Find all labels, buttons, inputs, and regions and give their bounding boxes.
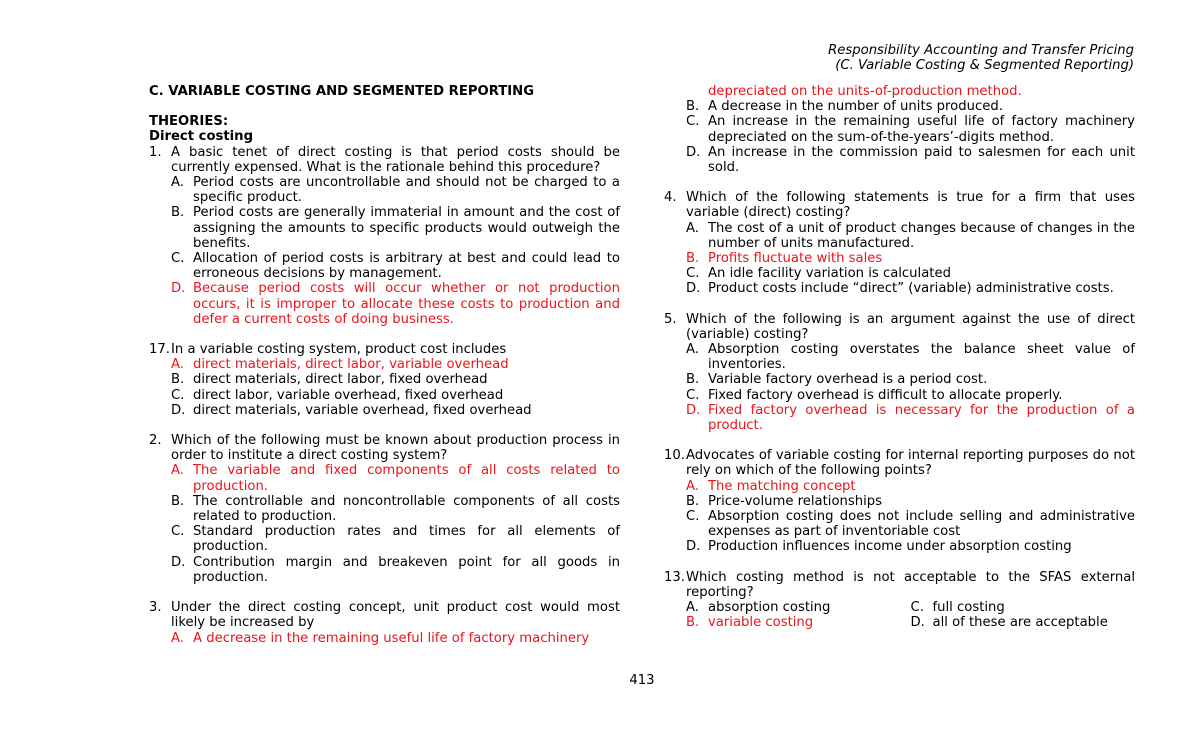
option-b: B. Period costs are generally immaterial in amount and the cost of assigning the amounts to specific products would outweigh the benefits.: [171, 205, 620, 251]
question-number: 4.: [664, 190, 677, 206]
running-header: [828, 43, 1134, 73]
option-a-continued: depreciated on the units-of-production method.: [708, 84, 1022, 99]
option-b-answer: B. variable costing: [686, 615, 814, 631]
option-a: A. Period costs are uncontrollable and should not be charged to a specific product.: [171, 175, 620, 206]
question-5: [664, 312, 1135, 342]
question-number: 10.: [664, 448, 685, 464]
option-c: C. An increase in the remaining useful life of factory machinery depreciated on the sum-of-the-years’-digits method.: [686, 114, 1135, 145]
options-row-2: [664, 615, 1135, 630]
option-a-answer: A. A decrease in the remaining useful life of factory machinery: [171, 630, 590, 646]
option-a: A. absorption costing: [686, 600, 831, 616]
option-a-answer: A. The matching concept: [686, 478, 856, 494]
option-a-answer: A. direct materials, direct labor, variable overhead: [171, 357, 509, 373]
section-title: C. VARIABLE COSTING AND SEGMENTED REPORTING: [149, 84, 535, 99]
option-b: B. The controllable and noncontrollable components of all costs related to production.: [171, 493, 620, 525]
left-column: [149, 84, 620, 646]
options-row-1: [664, 600, 1135, 615]
option-d: D. Production influences income under absorption costing: [686, 539, 1072, 555]
question-number: 3.: [149, 600, 162, 616]
right-column: [664, 84, 1135, 631]
option-d-answer: D. Because period costs will occur whether or not production occurs, it is improper to allocate these costs to production and defer a current costs of doing business.: [171, 281, 620, 327]
question-number: 1.: [149, 144, 162, 160]
option-a-answer: A. The variable and fixed components of all costs related to production.: [171, 463, 620, 494]
option-b: B. A decrease in the number of units produced.: [686, 99, 1003, 115]
question-17: [149, 342, 620, 357]
question-number: 17.: [149, 342, 170, 358]
question-text: Which costing method is not acceptable to the SFAS external reporting?: [686, 569, 1135, 600]
question-number: 2.: [149, 433, 162, 449]
option-a: A. The cost of a unit of product changes because of changes in the number of units manufactured.: [686, 220, 1135, 251]
option-c: C. Standard production rates and times for all elements of production.: [171, 524, 620, 555]
theories-label: THEORIES:: [149, 114, 229, 130]
option-c: C. Absorption costing does not include selling and administrative expenses as part of inventoriable cost: [686, 509, 1135, 540]
option-d: D. An increase in the commission paid to salesmen for each unit sold.: [686, 144, 1135, 176]
option-c: C. Allocation of period costs is arbitrary at best and could lead to erroneous decisions by management.: [171, 251, 620, 282]
question-text: Which of the following statements is true for a firm that uses variable (direct) costing?: [686, 190, 1135, 221]
question-text: In a variable costing system, product cost includes: [171, 342, 507, 358]
question-text: Under the direct costing concept, unit product cost would most likely be increased by: [171, 600, 620, 631]
option-c: C. Fixed factory overhead is difficult to allocate properly.: [686, 387, 1063, 403]
question-text: Advocates of variable costing for internal reporting purposes do not rely on which of the following points?: [686, 448, 1135, 479]
option-d: D. Contribution margin and breakeven point for all goods in production.: [171, 554, 620, 585]
question-2: [149, 433, 620, 463]
subheading: Direct costing: [149, 129, 254, 145]
option-b: B. Price-volume relationships: [686, 493, 883, 509]
option-b: B. direct materials, direct labor, fixed overhead: [171, 372, 488, 388]
header-line-2: (C. Variable Costing & Segmented Reporting): [835, 58, 1134, 74]
option-a: A. Absorption costing overstates the balance sheet value of inventories.: [686, 342, 1135, 373]
question-13: [664, 570, 1135, 600]
header-line-1: Responsibility Accounting and Transfer Pricing: [828, 43, 1134, 58]
question-number: 13.: [664, 569, 685, 585]
question-3: [149, 600, 620, 630]
question-10: [664, 448, 1135, 478]
option-d: D. all of these are acceptable: [910, 615, 1108, 631]
option-c: C. full costing: [910, 600, 1005, 616]
option-c: C. direct labor, variable overhead, fixed overhead: [171, 387, 504, 403]
question-text: A basic tenet of direct costing is that period costs should be currently expensed. What is the rationale behind this procedure?: [171, 144, 620, 175]
option-b-answer: B. Profits fluctuate with sales: [686, 251, 883, 267]
question-4: [664, 190, 1135, 220]
option-c: C. An idle facility variation is calculated: [686, 266, 951, 282]
question-number: 5.: [664, 311, 677, 327]
question-text: Which of the following must be known about production process in order to institute a direct costing system?: [171, 433, 620, 464]
question-1: [149, 145, 620, 175]
page-number: 413: [629, 673, 655, 688]
option-d: D. direct materials, variable overhead, fixed overhead: [171, 402, 532, 418]
question-text: Which of the following is an argument against the use of direct (variable) costing?: [686, 311, 1135, 342]
option-d-answer: D. Fixed factory overhead is necessary for the production of a product.: [686, 402, 1135, 434]
option-d: D. Product costs include “direct” (variable) administrative costs.: [686, 281, 1114, 297]
option-b: B. Variable factory overhead is a period cost.: [686, 372, 988, 388]
